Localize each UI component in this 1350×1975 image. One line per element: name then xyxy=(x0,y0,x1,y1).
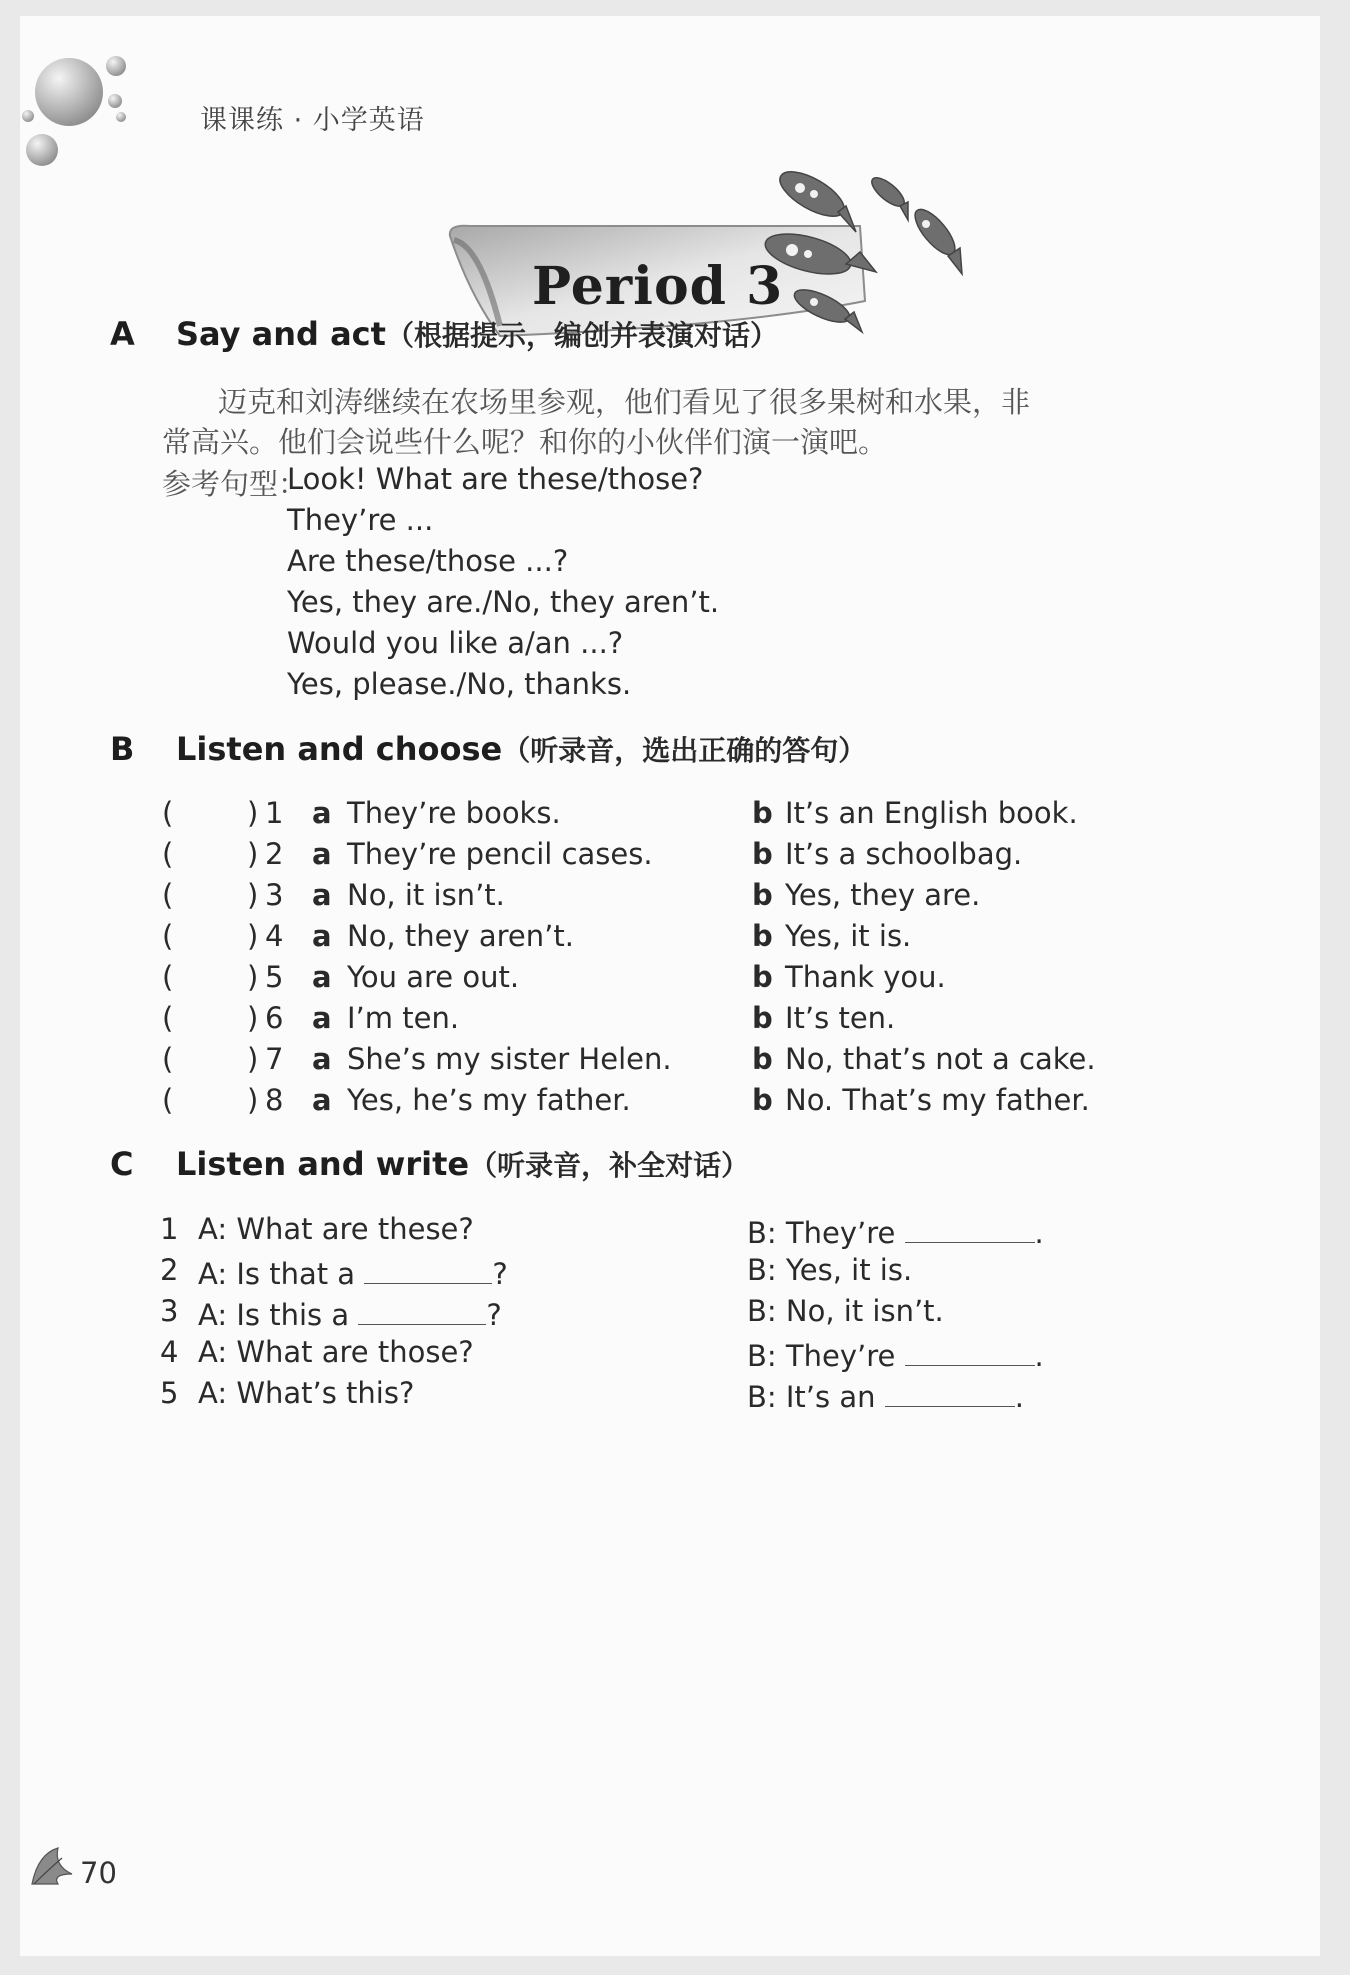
answer-paren-close: ) xyxy=(247,960,259,994)
answer-paren-close: ) xyxy=(247,1042,259,1076)
answer-paren-open[interactable]: ( xyxy=(162,837,174,871)
bubbles-decoration xyxy=(20,46,180,186)
answer-paren-open[interactable]: ( xyxy=(162,878,174,912)
option-a-text: She’s my sister Helen. xyxy=(347,1042,672,1076)
answer-paren-close: ) xyxy=(247,1083,259,1117)
option-b-label: b xyxy=(752,878,773,912)
option-a-text: Yes, he’s my father. xyxy=(347,1083,631,1117)
answer-paren-close: ) xyxy=(247,796,259,830)
item-number: 1 xyxy=(265,796,284,830)
answer-line xyxy=(747,1253,912,1287)
item-number: 3 xyxy=(160,1294,179,1328)
answer-paren-close: ) xyxy=(247,919,259,953)
answer-paren-open[interactable]: ( xyxy=(162,960,174,994)
section-a-heading xyxy=(110,314,778,354)
question-text: A: Is that a xyxy=(198,1257,356,1291)
intro-line-1: 迈克和刘涛继续在农场里参观，他们看见了很多果树和水果，非 xyxy=(218,385,1031,419)
answer-paren-open[interactable]: ( xyxy=(162,1001,174,1035)
option-a-text: No, they aren’t. xyxy=(347,919,574,953)
option-a-label: a xyxy=(312,1001,332,1035)
item-number: 4 xyxy=(265,919,284,953)
option-b-text: No, that’s not a cake. xyxy=(785,1042,1096,1076)
question-punct: ? xyxy=(492,1257,508,1291)
item-number: 2 xyxy=(265,837,284,871)
option-a-text: You are out. xyxy=(347,960,520,994)
item-number: 1 xyxy=(160,1212,179,1246)
answer-line xyxy=(747,1212,1044,1250)
section-letter: C xyxy=(110,1145,134,1183)
answer-text: B: It’s an xyxy=(747,1380,876,1414)
answer-text: B: Yes, it is. xyxy=(747,1253,913,1287)
answer-punct: . xyxy=(1014,1380,1024,1414)
item-number: 8 xyxy=(265,1083,284,1117)
option-b-label: b xyxy=(752,960,773,994)
reference-sentence: Yes, they are./No, they aren’t. xyxy=(287,585,720,619)
section-title: Listen and choose xyxy=(176,730,503,768)
section-instruction: （听录音，补全对话） xyxy=(469,1149,750,1182)
option-b-label: b xyxy=(752,1001,773,1035)
reference-label: 参考句型： xyxy=(162,467,308,501)
series-title: 课课练 · 小学英语 xyxy=(200,105,425,136)
section-instruction: （根据提示，编创并表演对话） xyxy=(385,319,778,352)
item-number: 6 xyxy=(265,1001,284,1035)
answer-line xyxy=(747,1294,944,1328)
item-number: 5 xyxy=(265,960,284,994)
reference-sentence: Yes, please./No, thanks. xyxy=(287,667,632,701)
reference-sentence: Look! What are these/those? xyxy=(287,462,704,496)
option-a-label: a xyxy=(312,796,332,830)
question-line xyxy=(198,1335,474,1369)
item-number: 7 xyxy=(265,1042,284,1076)
page-number: 70 xyxy=(80,1856,117,1890)
question-text: A: What are those? xyxy=(198,1335,474,1369)
reference-sentence: They’re ... xyxy=(287,503,434,537)
question-line xyxy=(198,1376,414,1410)
option-a-label: a xyxy=(312,837,332,871)
option-a-text: They’re books. xyxy=(347,796,561,830)
option-b-text: No. That’s my father. xyxy=(785,1083,1090,1117)
option-b-text: Thank you. xyxy=(785,960,946,994)
option-b-text: It’s a schoolbag. xyxy=(785,837,1023,871)
answer-paren-open[interactable]: ( xyxy=(162,1042,174,1076)
reference-sentence: Would you like a/an ...? xyxy=(287,626,624,660)
question-line xyxy=(198,1212,474,1246)
item-number: 2 xyxy=(160,1253,179,1287)
answer-blank[interactable] xyxy=(905,1212,1035,1243)
option-b-label: b xyxy=(752,1083,773,1117)
section-title: Listen and write xyxy=(176,1145,470,1183)
answer-punct: . xyxy=(1034,1216,1044,1250)
answer-paren-open[interactable]: ( xyxy=(162,796,174,830)
option-b-text: Yes, they are. xyxy=(785,878,981,912)
option-b-label: b xyxy=(752,919,773,953)
answer-paren-open[interactable]: ( xyxy=(162,1083,174,1117)
option-a-label: a xyxy=(312,878,332,912)
question-line xyxy=(198,1294,502,1332)
answer-line xyxy=(747,1376,1024,1414)
option-a-text: No, it isn’t. xyxy=(347,878,505,912)
item-number: 3 xyxy=(265,878,284,912)
question-punct: ? xyxy=(486,1298,502,1332)
section-instruction: （听录音，选出正确的答句） xyxy=(502,734,867,767)
answer-paren-open[interactable]: ( xyxy=(162,919,174,953)
question-blank[interactable] xyxy=(358,1294,486,1325)
intro-line-2: 常高兴。他们会说些什么呢？和你的小伙伴们演一演吧。 xyxy=(162,425,888,459)
option-a-label: a xyxy=(312,919,332,953)
answer-paren-close: ) xyxy=(247,1001,259,1035)
section-c-heading xyxy=(110,1144,749,1184)
option-b-text: Yes, it is. xyxy=(785,919,912,953)
option-b-label: b xyxy=(752,1042,773,1076)
answer-punct: . xyxy=(1034,1339,1044,1373)
option-b-label: b xyxy=(752,796,773,830)
answer-blank[interactable] xyxy=(885,1376,1015,1407)
section-b-heading xyxy=(110,729,866,769)
section-title: Say and act xyxy=(176,315,386,353)
option-b-text: It’s ten. xyxy=(785,1001,896,1035)
question-text: A: Is this a xyxy=(198,1298,350,1332)
period-title: Period 3 xyxy=(532,256,784,317)
question-blank[interactable] xyxy=(364,1253,492,1284)
item-number: 5 xyxy=(160,1376,179,1410)
option-a-text: They’re pencil cases. xyxy=(347,837,653,871)
answer-blank[interactable] xyxy=(905,1335,1035,1366)
section-letter: A xyxy=(110,315,135,353)
option-a-label: a xyxy=(312,1083,332,1117)
option-b-text: It’s an English book. xyxy=(785,796,1078,830)
answer-paren-close: ) xyxy=(247,837,259,871)
option-b-label: b xyxy=(752,837,773,871)
leaf-icon xyxy=(28,1844,88,1888)
section-letter: B xyxy=(110,730,135,768)
question-text: A: What are these? xyxy=(198,1212,474,1246)
item-number: 4 xyxy=(160,1335,179,1369)
fish-illustration xyxy=(750,164,980,344)
option-a-label: a xyxy=(312,1042,332,1076)
answer-text: B: They’re xyxy=(747,1339,896,1373)
workbook-page xyxy=(20,16,1320,1956)
option-a-label: a xyxy=(312,960,332,994)
answer-text: B: No, it isn’t. xyxy=(747,1294,944,1328)
answer-line xyxy=(747,1335,1044,1373)
question-text: A: What’s this? xyxy=(198,1376,415,1410)
answer-paren-close: ) xyxy=(247,878,259,912)
answer-text: B: They’re xyxy=(747,1216,896,1250)
question-line xyxy=(198,1253,508,1291)
option-a-text: I’m ten. xyxy=(347,1001,460,1035)
reference-sentence: Are these/those ...? xyxy=(287,544,569,578)
